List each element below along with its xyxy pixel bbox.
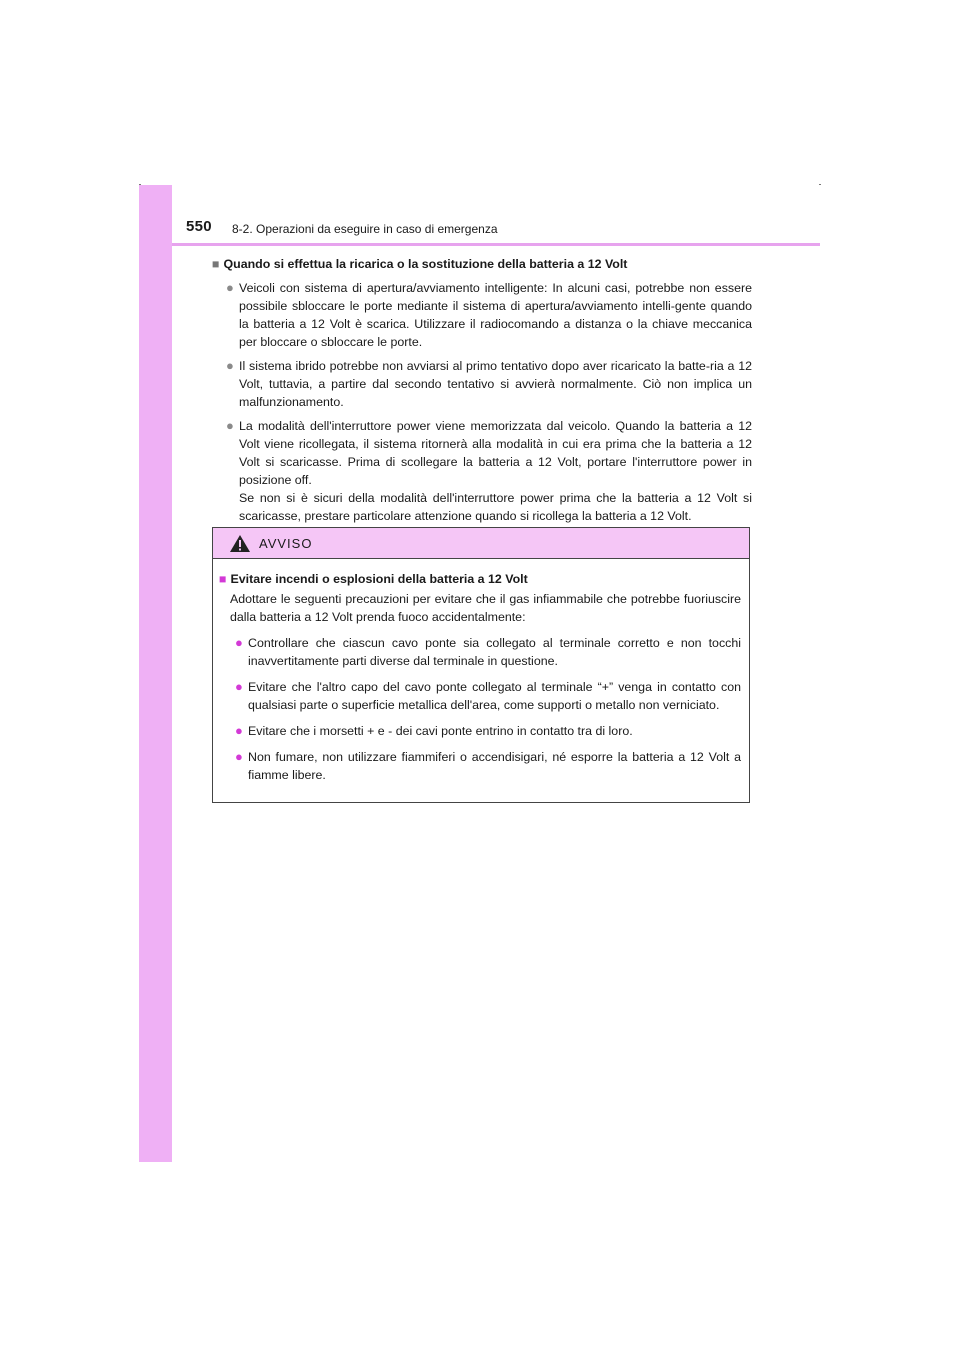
notes-heading-text: Quando si effettua la ricarica o la sostituzione della batteria a 12 Volt [223,257,628,271]
list-item-text: Evitare che l'altro capo del cavo ponte collegato al terminale “+” venga in contatto con qualsiasi parte o superficie metallica dell'area, come supporti o metallo non verniciato. [248,680,741,712]
warning-body [213,559,749,784]
crop-mark [819,184,821,185]
list-item [235,748,741,784]
list-item-text: Non fumare, non utilizzare fiammiferi o accendisigari, né esporre la batteria a 12 Volt a fiamme libere. [248,750,741,782]
list-item-paragraph: La modalità dell'interruttore power viene memorizzata dal veicolo. Quando la batteria a 12 Volt viene ricollegata, il sistema ritornerà alla modalità in cui era prima che la batteria a 12 Volt si scaricasse. Prima di scollegare la batteria a 12 Volt, portare l'interruttore power in posizione off. [239,419,752,487]
warning-triangle-icon [229,534,251,553]
section-title: 8-2. Operazioni da eseguire in caso di emergenza [232,222,498,236]
square-bullet-icon: ■ [212,257,220,271]
round-bullet-icon: ● [235,635,243,650]
warning-intro: Adottare le seguenti precauzioni per evitare che il gas infiammabile che potrebbe fuoriuscire dalla batteria a 12 Volt prenda fuoco accidentalmente: [230,592,741,624]
notes-heading [212,255,752,273]
list-item-paragraph: Se non si è sicuri della modalità dell'interruttore power prima che la batteria a 12 Volt si scaricasse, prestare particolare attenzione quando si ricollega la batteria a 12 Volt. [239,491,752,523]
side-tab-band [139,185,172,1162]
warning-title: AVVISO [259,535,313,551]
list-item-text: Evitare che i morsetti + e - dei cavi ponte entrino in contatto tra di loro. [248,724,633,738]
list-item [235,722,741,740]
crop-mark [139,184,141,185]
list-item [235,634,741,670]
warning-box [212,527,750,803]
list-item [226,417,752,525]
list-item [235,678,741,714]
warning-heading-text: Evitare incendi o esplosioni della batteria a 12 Volt [230,572,528,586]
round-bullet-icon: ● [226,418,234,433]
round-bullet-icon: ● [235,749,243,764]
square-bullet-icon: ■ [219,572,227,586]
list-item [226,357,752,411]
page-number: 550 [186,218,212,235]
round-bullet-icon: ● [226,358,234,373]
round-bullet-icon: ● [235,679,243,694]
list-item-text: Veicoli con sistema di apertura/avviamento intelligente: In alcuni casi, potrebbe non essere possibile sbloccare le porte mediante il sistema di apertura/avviamento intelli-gente quando la batteria a 12 Volt è scarica. Utilizzare il radiocomando a distanza o la chiave meccanica per bloccare o sbloccare le porte. [239,281,752,349]
list-item [226,279,752,351]
warning-header [213,528,749,559]
warning-heading [219,570,741,588]
round-bullet-icon: ● [235,723,243,738]
list-item-text [239,417,752,525]
list-item-text: Controllare che ciascun cavo ponte sia collegato al terminale corretto e non tocchi inavvertitamente parti diverse dal terminale in questione. [248,636,741,668]
header-rule [172,243,820,246]
list-item-text: Il sistema ibrido potrebbe non avviarsi al primo tentativo dopo aver ricaricato la batte-ria a 12 Volt, tuttavia, a partire dal secondo tentativo si avvierà normalmente. Ciò non implica un malfunzionamento. [239,359,752,409]
round-bullet-icon: ● [226,280,234,295]
notes-section [212,255,752,525]
